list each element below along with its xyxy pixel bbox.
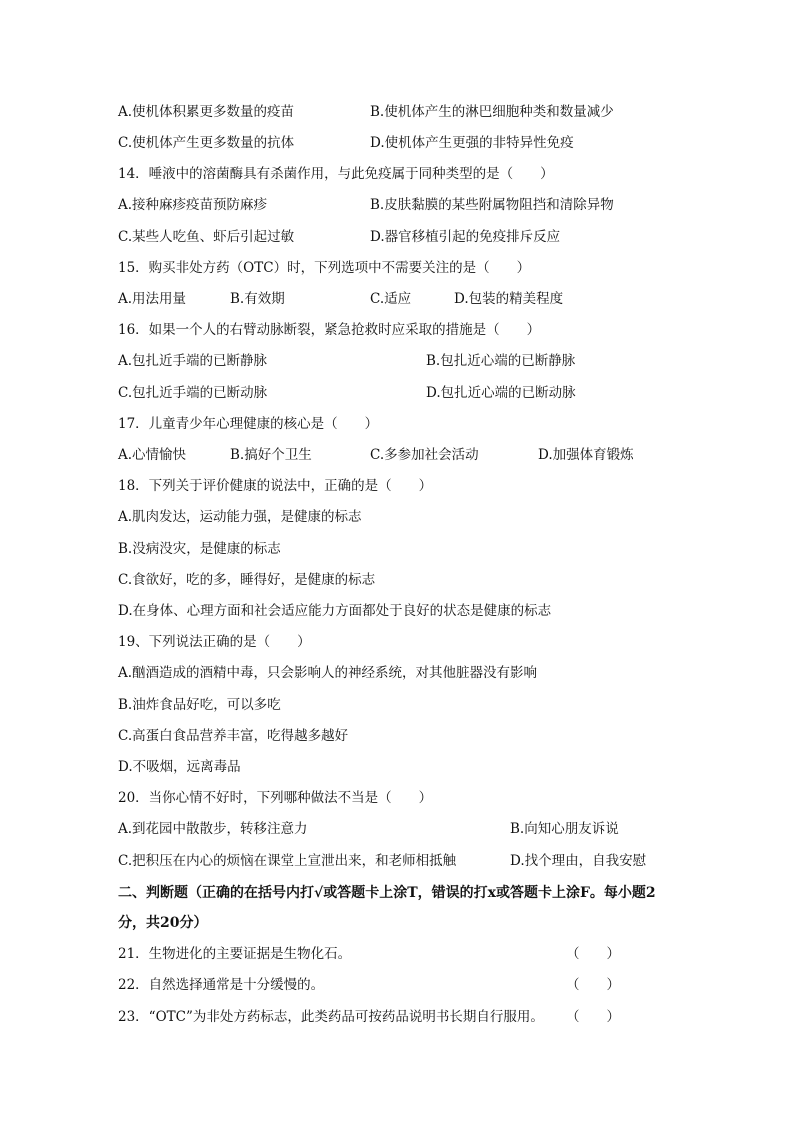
q15-option-b: B.有效期 bbox=[230, 291, 285, 307]
q20-option-d: D.找个理由，自我安慰 bbox=[510, 853, 647, 869]
q17-option-d: D.加强体育锻炼 bbox=[538, 447, 634, 463]
q19-option-a: A.酗酒造成的酒精中毒，只会影响人的神经系统，对其他脏器没有影响 bbox=[118, 665, 538, 681]
q22-answer-brackets: （ ） bbox=[566, 977, 620, 993]
q23-stem: 23．“OTC”为非处方药标志，此类药品可按药品说明书长期自行服用。 bbox=[118, 1009, 544, 1025]
q17-stem: 17．儿童青少年心理健康的核心是（ ） bbox=[118, 416, 379, 432]
q23-answer-brackets: （ ） bbox=[566, 1009, 620, 1025]
q13-option-b: B.使机体产生的淋巴细胞种类和数量减少 bbox=[370, 104, 614, 120]
section-2-heading-line-1: 二、判断题（正确的在括号内打√或答题卡上涂T，错误的打x或答题卡上涂F。每小题2 bbox=[118, 885, 656, 901]
section-2-heading-line-2: 分，共20分） bbox=[118, 915, 208, 931]
q16-option-d: D.包扎近心端的已断动脉 bbox=[426, 385, 576, 401]
q14-option-d: D.器官移植引起的免疫排斥反应 bbox=[370, 229, 561, 245]
q15-option-d: D.包装的精美程度 bbox=[454, 291, 564, 307]
q20-option-b: B.向知心朋友诉说 bbox=[510, 821, 619, 837]
q14-option-a: A.接种麻疹疫苗预防麻疹 bbox=[118, 197, 268, 213]
q19-stem: 19、下列说法正确的是（ ） bbox=[118, 634, 311, 650]
q13-option-d: D.使机体产生更强的非特异性免疫 bbox=[370, 135, 574, 151]
q20-option-c: C.把积压在内心的烦恼在课堂上宣泄出来，和老师相抵触 bbox=[118, 853, 457, 869]
q18-option-c: C.食欲好，吃的多，睡得好，是健康的标志 bbox=[118, 572, 376, 588]
q19-option-c: C.高蛋白食品营养丰富，吃得越多越好 bbox=[118, 728, 349, 744]
q20-option-a: A.到花园中散散步，转移注意力 bbox=[118, 821, 308, 837]
q15-option-c: C.适应 bbox=[370, 291, 412, 307]
q18-stem: 18．下列关于评价健康的说法中，正确的是（ ） bbox=[118, 478, 433, 494]
q16-option-b: B.包扎近心端的已断静脉 bbox=[426, 353, 576, 369]
q19-option-b: B.油炸食品好吃，可以多吃 bbox=[118, 697, 281, 713]
q13-option-a: A.使机体积累更多数量的疫苗 bbox=[118, 104, 295, 120]
q21-stem: 21．生物进化的主要证据是生物化石。 bbox=[118, 946, 352, 962]
q21-answer-brackets: （ ） bbox=[566, 946, 620, 962]
q13-option-c: C.使机体产生更多数量的抗体 bbox=[118, 135, 295, 151]
q14-option-c: C.某些人吃鱼、虾后引起过敏 bbox=[118, 229, 295, 245]
q18-option-b: B.没病没灾，是健康的标志 bbox=[118, 541, 281, 557]
q14-option-b: B.皮肤黏膜的某些附属物阻挡和清除异物 bbox=[370, 197, 614, 213]
q16-stem: 16．如果一个人的右臂动脉断裂，紧急抢救时应采取的措施是（ ） bbox=[118, 322, 541, 338]
q18-option-a: A.肌肉发达，运动能力强，是健康的标志 bbox=[118, 509, 362, 525]
q16-option-a: A.包扎近手端的已断静脉 bbox=[118, 353, 268, 369]
q14-stem: 14．唾液中的溶菌酶具有杀菌作用，与此免疫属于同种类型的是（ ） bbox=[118, 166, 554, 182]
q20-stem: 20．当你心情不好时，下列哪种做法不当是（ ） bbox=[118, 790, 433, 806]
q18-option-d: D.在身体、心理方面和社会适应能力方面都处于良好的状态是健康的标志 bbox=[118, 603, 552, 619]
q17-option-c: C.多参加社会活动 bbox=[370, 447, 479, 463]
q19-option-d: D.不吸烟，远离毒品 bbox=[118, 759, 241, 775]
q17-option-b: B.搞好个卫生 bbox=[230, 447, 312, 463]
q15-stem: 15．购买非处方药（OTC）时，下列选项中不需要关注的是（ ） bbox=[118, 260, 531, 276]
q16-option-c: C.包扎近手端的已断动脉 bbox=[118, 385, 268, 401]
q15-option-a: A.用法用量 bbox=[118, 291, 187, 307]
q17-option-a: A.心情愉快 bbox=[118, 447, 187, 463]
q22-stem: 22．自然选择通常是十分缓慢的。 bbox=[118, 977, 325, 993]
